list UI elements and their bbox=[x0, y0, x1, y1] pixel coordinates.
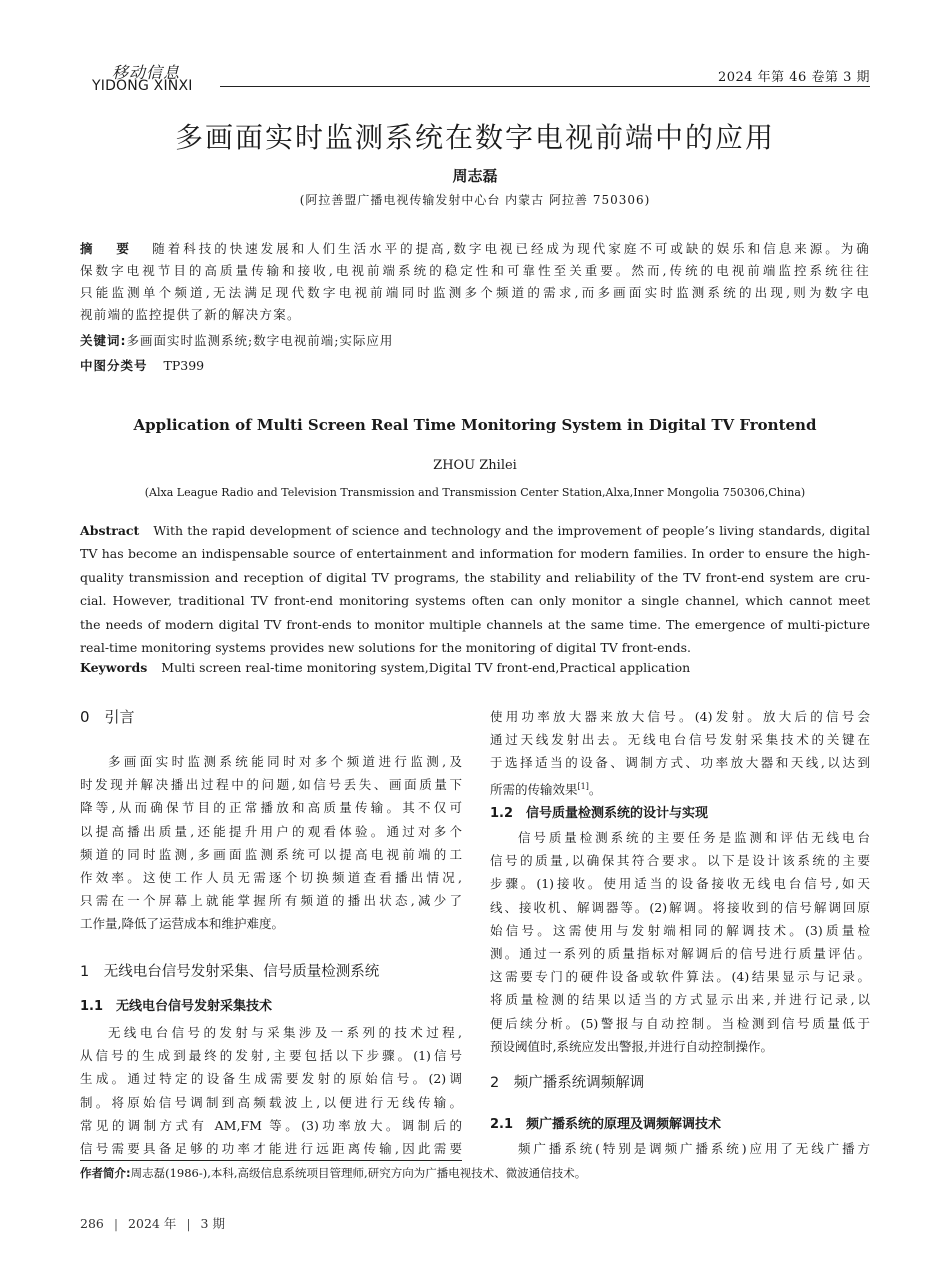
abstract-cn-label: 摘 要 bbox=[80, 241, 135, 256]
text-line: 常见的调制方式有 AM,FM 等。(3)功率放大。调制后的 bbox=[80, 1117, 462, 1133]
page-number: 286 bbox=[80, 1216, 104, 1231]
abstract-cn-line: 摘 要 随着科技的快速发展和人们生活水平的提高,数字电视已经成为现代家庭不可或缺的娱乐和信息来源。为确 bbox=[80, 241, 870, 256]
continued-paragraph bbox=[490, 705, 870, 801]
text-line: 时发现并解决播出过程中的问题,如信号丢失、画面质量下 bbox=[80, 777, 462, 793]
abstract-en-line: TV has become an indispensable source of entertainment and information for modern families. In order to ensure the high- bbox=[80, 546, 870, 562]
text-line: 以提高播出质量,还能提升用户的观看体验。通过对多个 bbox=[80, 823, 462, 839]
abstract-en-label: Abstract bbox=[80, 523, 140, 538]
footer-divider: | bbox=[113, 1216, 119, 1231]
title-en: Application of Multi Screen Real Time Monitoring System in Digital TV Frontend bbox=[133, 416, 817, 434]
footnote-label: 作者简介: bbox=[80, 1166, 131, 1180]
text-line: 便后续分析。(5)警报与自动控制。当检测到信号质量低于 bbox=[490, 1015, 870, 1031]
citation[interactable]: [1] bbox=[577, 781, 589, 791]
journal-name-en: YIDONG XINXI bbox=[92, 78, 193, 94]
heading-1: 1 无线电台信号发射采集、信号质量检测系统 bbox=[80, 964, 380, 980]
journal-name-cn: 移动信息 bbox=[112, 63, 181, 82]
abstract-cn-line: 视前端的监控提供了新的解决方案。 bbox=[80, 307, 301, 322]
text-line: 线、接收机、解调器等。(2)解调。将接收到的信号解调回原 bbox=[490, 899, 870, 915]
text-line: 从信号的生成到最终的发射,主要包括以下步骤。(1)信号 bbox=[80, 1048, 462, 1064]
footer-divider: | bbox=[186, 1216, 191, 1231]
keywords-en-text: Multi screen real-time monitoring system,Digital TV front-end,Practical application bbox=[161, 660, 691, 675]
page-title: 多画面实时监测系统在数字电视前端中的应用 bbox=[174, 121, 775, 154]
header-rule bbox=[220, 86, 870, 87]
abstract-en-line: quality transmission and reception of digital TV programs, the stability and reliability of the TV front-end system are cru- bbox=[80, 569, 870, 585]
heading-2-1: 2.1 频广播系统的原理及调频解调技术 bbox=[490, 1117, 722, 1132]
journal-issue: 2024 年第 46 卷第 3 期 bbox=[717, 70, 870, 85]
text-line: 信号的质量,以确保其符合要求。以下是设计该系统的主要 bbox=[490, 853, 870, 869]
text-line: 生成。通过特定的设备生成需要发射的原始信号。(2)调 bbox=[80, 1071, 462, 1087]
abstract-cn bbox=[80, 238, 870, 326]
clc-number bbox=[80, 356, 204, 374]
heading-2: 2 频广播系统调频解调 bbox=[490, 1075, 645, 1091]
section-2-1-paragraph bbox=[490, 1137, 870, 1160]
keywords-cn bbox=[80, 331, 393, 349]
footer-year: 2024 年 bbox=[128, 1216, 177, 1231]
keywords-cn-label: 关键词: bbox=[80, 333, 127, 348]
text-line: 步骤。(1)接收。使用适当的设备接收无线电台信号,如天 bbox=[490, 876, 870, 892]
text-line: 工作量,降低了运营成本和维护难度。 bbox=[80, 916, 284, 932]
clc-text: TP399 bbox=[163, 358, 205, 373]
text-line: 制。将原始信号调制到高频载波上,以便进行无线传输。 bbox=[80, 1094, 462, 1110]
text-line: 频道的同时监测,多画面监测系统可以提高电视前端的工 bbox=[80, 846, 462, 862]
footnote-text: 周志磊(1986-),本科,高级信息系统项目管理师,研究方向为广播电视技术、微波通信技术。 bbox=[130, 1166, 587, 1180]
keywords-cn-text: 多画面实时监测系统;数字电视前端;实际应用 bbox=[126, 333, 394, 348]
author-cn: 周志磊 bbox=[452, 167, 498, 185]
section-1-1-paragraph bbox=[80, 1021, 462, 1160]
author-footnote bbox=[80, 1165, 586, 1181]
text-line: 使用功率放大器来放大信号。(4)发射。放大后的信号会 bbox=[490, 709, 870, 724]
text-line: 多画面实时监测系统能同时对多个频道进行监测,及 bbox=[108, 754, 462, 769]
abstract-en-line: the needs of modern digital TV front-ends to monitor multiple channels at the same time. The emergence of multi-picture bbox=[80, 616, 870, 632]
keywords-en bbox=[80, 660, 690, 675]
clc-label: 中图分类号 bbox=[80, 358, 148, 373]
section-1-2-paragraph bbox=[490, 826, 870, 1058]
abstract-en-line: real-time monitoring systems provides new solutions for the monitoring of digital TV front-ends. bbox=[80, 640, 691, 656]
author-en: ZHOU Zhilei bbox=[433, 458, 517, 473]
abstract-cn-line: 只能监测单个频道,无法满足现代数字电视前端同时监测多个频道的需求,而多画面实时监测系统的出现,则为数字电 bbox=[80, 285, 870, 300]
affiliation-en: (Alxa League Radio and Television Transmission and Transmission Center Station,Alxa,Inner Mongolia 750306,China) bbox=[144, 486, 806, 499]
text-line: 将质量检测的结果以适当的方式显示出来,并进行记录,以 bbox=[490, 992, 870, 1008]
heading-0: 0 引言 bbox=[80, 708, 135, 726]
text-line: 频广播系统(特别是调频广播系统)应用了无线广播方 bbox=[518, 1141, 870, 1156]
heading-1-2: 1.2 信号质量检测系统的设计与实现 bbox=[490, 806, 709, 821]
text-line: 信号需要具备足够的功率才能进行远距离传输,因此需要 bbox=[80, 1141, 462, 1157]
abstract-en bbox=[80, 519, 870, 659]
text-line: 这需要专门的硬件设备或软件算法。(4)结果显示与记录。 bbox=[490, 969, 870, 985]
abstract-en-line: cial. However, traditional TV front-end monitoring systems often can only monitor a single channel, which cannot meet bbox=[80, 593, 870, 609]
keywords-en-label: Keywords bbox=[80, 660, 148, 675]
page-footer bbox=[80, 1214, 225, 1232]
text-line: 只需在一个屏幕上就能掌握所有频道的播出状态,减少了 bbox=[80, 893, 462, 909]
text-line: 始信号。这需使用与发射端相同的解调技术。(3)质量检 bbox=[490, 922, 870, 938]
heading-1-1: 1.1 无线电台信号发射采集技术 bbox=[80, 999, 273, 1014]
abstract-en-line: Abstract With the rapid development of science and technology and the improvement of people’s living standards, digital bbox=[80, 523, 870, 538]
affiliation-cn: (阿拉善盟广播电视传输发射中心台 内蒙古 阿拉善 750306) bbox=[299, 193, 651, 207]
footer-issue: 3 期 bbox=[200, 1216, 225, 1231]
text-line: 预设阈值时,系统应发出警报,并进行自动控制操作。 bbox=[490, 1038, 773, 1054]
text-line: 无线电台信号的发射与采集涉及一系列的技术过程, bbox=[108, 1025, 462, 1040]
text-line: 信号质量检测系统的主要任务是监测和评估无线电台 bbox=[518, 830, 870, 845]
text-line: 作效率。这使工作人员无需逐个切换频道查看播出情况, bbox=[80, 870, 462, 886]
footnote-rule bbox=[80, 1160, 462, 1161]
text-line: 测。通过一系列的质量指标对解调后的信号进行质量评估。 bbox=[490, 946, 870, 962]
abstract-cn-line: 保数字电视节目的高质量传输和接收,电视前端系统的稳定性和可靠性至关重要。然而,传统的电视前端监控系统往往 bbox=[80, 263, 870, 278]
text-line: 所需的传输效果[1]。 bbox=[490, 781, 602, 797]
intro-paragraph bbox=[80, 750, 462, 936]
text-line: 降等,从而确保节目的正常播放和高质量传输。其不仅可 bbox=[80, 800, 462, 816]
text-line: 通过天线发射出去。无线电台信号发射采集技术的关键在 bbox=[490, 732, 870, 748]
text-line: 于选择适当的设备、调制方式、功率放大器和天线,以达到 bbox=[490, 755, 870, 771]
